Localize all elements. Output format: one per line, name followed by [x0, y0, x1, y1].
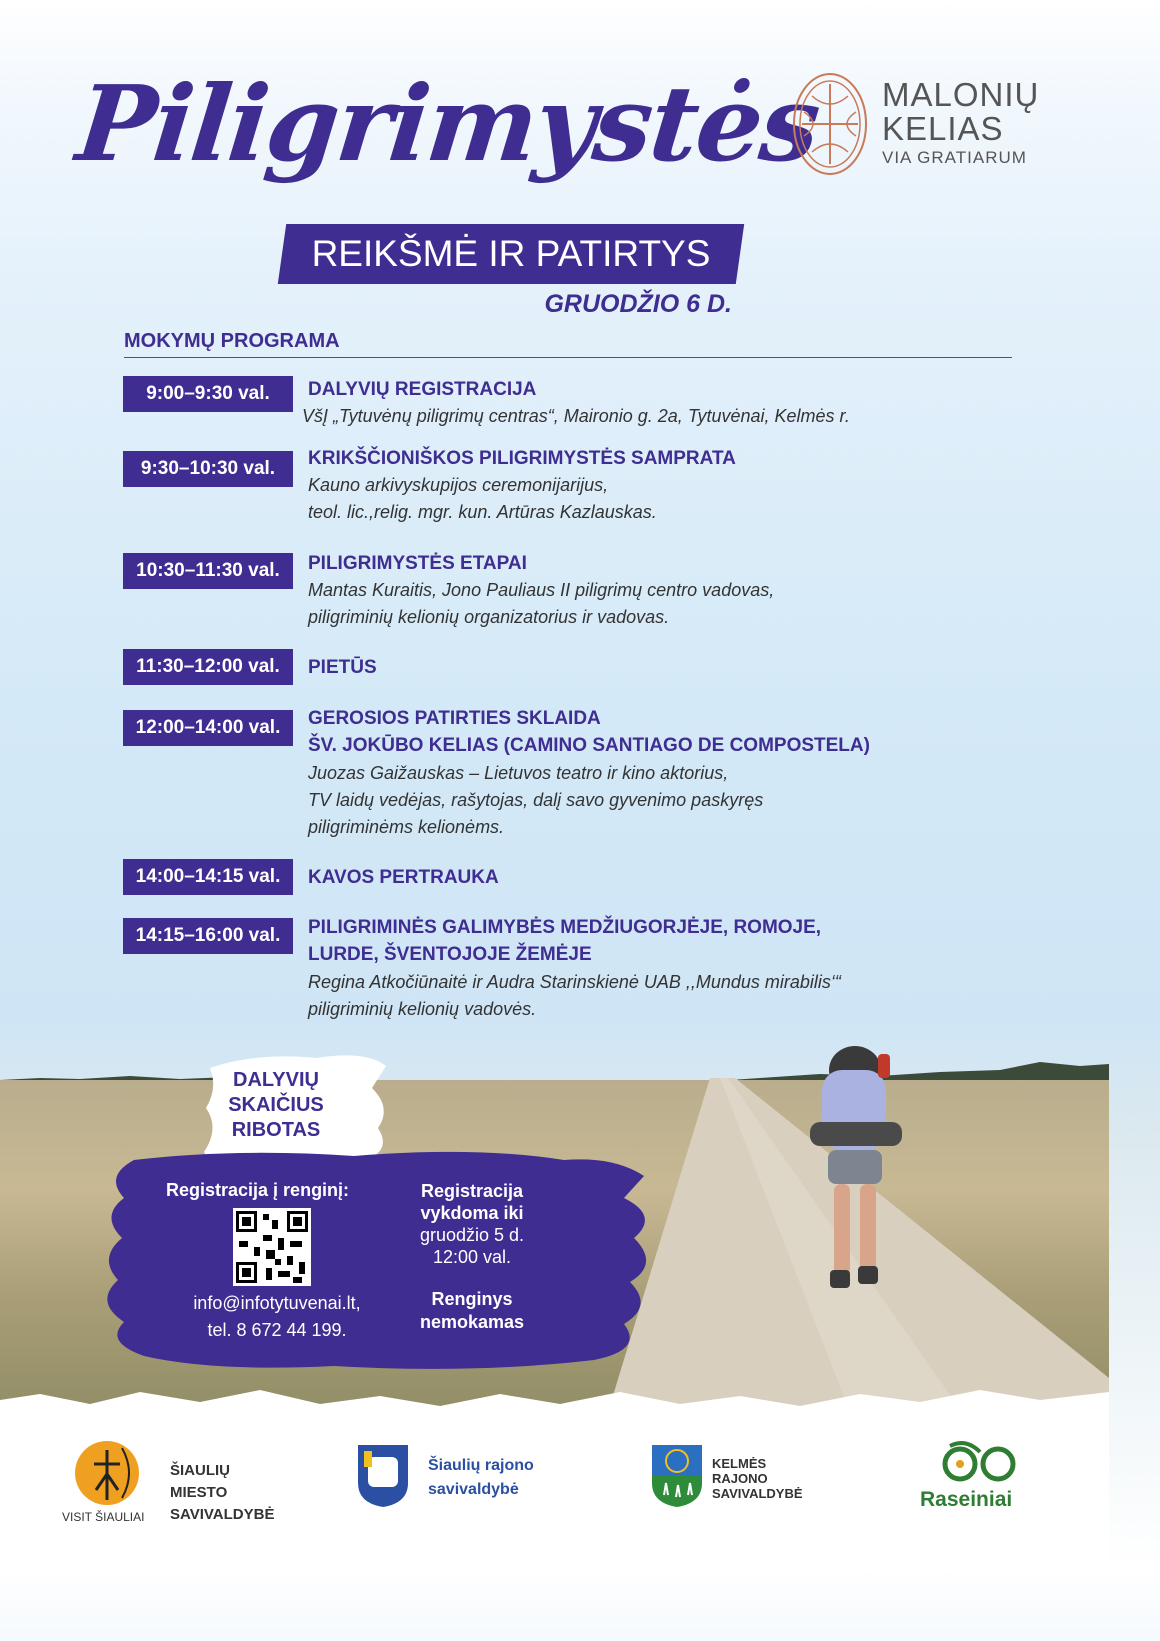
- qr-code[interactable]: [233, 1208, 311, 1286]
- item-desc: piligriminėms kelionėms.: [308, 817, 505, 837]
- siauliai-city-line2: MIESTO: [170, 1484, 228, 1501]
- deadline-line1: Registracija: [420, 1181, 524, 1201]
- item-title: KAVOS PERTRAUKA: [308, 867, 499, 888]
- item-title: PILIGRIMINĖS GALIMYBĖS MEDŽIUGORJĖJE, ROMOJE,: [308, 917, 822, 938]
- item-desc: TV laidų vedėjas, rašytojas, dalį savo gyvenimo paskyręs: [308, 790, 764, 810]
- logo-maloniu-kelias: [882, 78, 1039, 168]
- title-banner: REIKŠMĖ IR PATIRTYS: [311, 233, 711, 274]
- item-desc: teol. lic.,relig. mgr. kun. Artūras Kazlauskas.: [308, 502, 657, 522]
- contact-phone[interactable]: tel. 8 672 44 199.: [207, 1320, 347, 1340]
- item-title: LURDE, ŠVENTOJOJE ŽEMĖJE: [308, 944, 592, 965]
- siauliai-district-line2: savivaldybė: [428, 1481, 519, 1498]
- siauliai-city-line3: SAVIVALDYBĖ: [170, 1506, 275, 1523]
- time-badge: 11:30–12:00 val.: [123, 649, 293, 685]
- item-title: DALYVIŲ REGISTRACIJA: [308, 379, 537, 400]
- time-badge: 14:15–16:00 val.: [123, 918, 293, 954]
- hiker-figure: [800, 1040, 910, 1300]
- siauliai-city-name: [170, 1460, 274, 1526]
- item-desc: piligriminių kelionių vadovės.: [308, 999, 537, 1019]
- kelme-coat-of-arms-icon: [650, 1443, 704, 1509]
- kelme-line3: SAVIVALDYBĖ: [712, 1486, 803, 1501]
- siauliai-city-line1: ŠIAULIŲ: [170, 1462, 230, 1479]
- kelme-name: [712, 1456, 803, 1501]
- kelme-line2: RAJONO: [712, 1471, 768, 1486]
- item-desc: Mantas Kuraitis, Jono Pauliaus II piligrimų centro vadovas,: [308, 580, 775, 600]
- free-line1: Renginys: [431, 1289, 513, 1309]
- item-desc: Regina Atkočiūnaitė ir Audra Starinskienė UAB ,,Mundus mirabilis‘“: [308, 972, 841, 992]
- free-line2: nemokamas: [419, 1312, 525, 1332]
- registration-label: Registracija į renginį:: [166, 1180, 350, 1200]
- item-title: ŠV. JOKŪBO KELIAS (CAMINO SANTIAGO DE COMPOSTELA): [308, 735, 870, 756]
- siauliai-district-name: [428, 1454, 534, 1502]
- time-badge: 9:30–10:30 val.: [123, 451, 293, 487]
- archer-icon: [74, 1440, 140, 1506]
- raseiniai-logo-icon: [936, 1438, 1020, 1484]
- item-desc: VšĮ „Tytuvėnų piligrimų centras“, Maironio g. 2a, Tytuvėnai, Kelmės r.: [302, 406, 850, 426]
- item-desc: Juozas Gaižauskas – Lietuvos teatro ir kino aktorius,: [308, 763, 729, 783]
- siauliai-district-coat-of-arms-icon: [356, 1443, 410, 1509]
- limited-notice: [196, 1068, 356, 1143]
- registration-deadline: [394, 1180, 550, 1268]
- cross-oval-icon: [792, 72, 868, 176]
- logo-line1: MALONIŲ: [882, 76, 1040, 113]
- deadline-line3: gruodžio 5 d.: [419, 1225, 525, 1245]
- limited-line1: DALYVIŲ: [233, 1069, 319, 1091]
- item-title: GEROSIOS PATIRTIES SKLAIDA: [308, 708, 601, 729]
- kelme-line1: KELMĖS: [712, 1456, 767, 1471]
- item-desc: Kauno arkivyskupijos ceremonijarijus,: [308, 475, 609, 495]
- time-badge: 12:00–14:00 val.: [123, 710, 293, 746]
- time-badge: 10:30–11:30 val.: [123, 553, 293, 589]
- contact-email[interactable]: info@infotytuvenai.lt,: [193, 1293, 361, 1313]
- limited-line3: RIBOTAS: [231, 1119, 321, 1141]
- divider: [124, 357, 1012, 358]
- deadline-line2: vykdoma iki: [420, 1203, 524, 1223]
- item-title: PIETŪS: [308, 657, 377, 678]
- contact-info: [166, 1290, 388, 1344]
- logo-line2: KELIAS: [882, 110, 1004, 147]
- raseiniai-label: Raseiniai: [920, 1488, 1013, 1511]
- deadline-line4: 12:00 val.: [432, 1247, 512, 1267]
- title-script: Piligrimystės: [71, 62, 824, 185]
- limited-line2: SKAIČIUS: [228, 1094, 324, 1116]
- time-badge: 9:00–9:30 val.: [123, 376, 293, 412]
- program-heading: MOKYMŲ PROGRAMA: [124, 330, 340, 352]
- free-event: [394, 1288, 550, 1334]
- siauliai-district-line1: Šiaulių rajono: [428, 1457, 534, 1474]
- event-date: GRUODŽIO 6 D.: [544, 290, 732, 318]
- item-title: PILIGRIMYSTĖS ETAPAI: [308, 553, 527, 574]
- logo-line3: VIA GRATIARUM: [882, 148, 1027, 167]
- item-desc: piligriminių kelionių organizatorius ir vadovas.: [308, 607, 670, 627]
- visit-siauliai-caption: VISIT ŠIAULIAI: [62, 1510, 145, 1524]
- time-badge: 14:00–14:15 val.: [123, 859, 293, 895]
- item-title: KRIKŠČIONIŠKOS PILIGRIMYSTĖS SAMPRATA: [308, 448, 736, 469]
